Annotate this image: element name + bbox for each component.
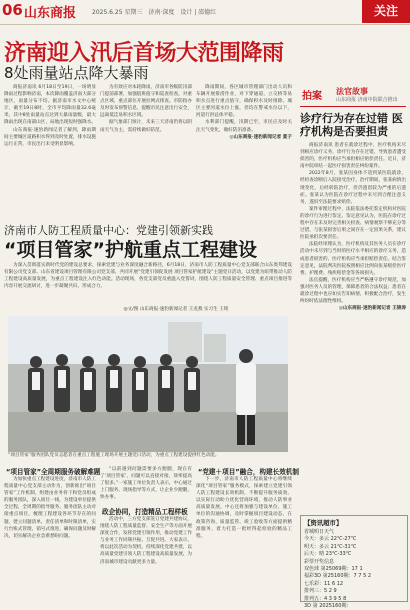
info-line: 今天：多云 22℃-27℃ (304, 536, 357, 543)
info-line: 省城明日天气 (304, 529, 335, 535)
people-photo-illustration (8, 316, 288, 452)
section-heading-1: “项目管家”全周期服务破解难题 (6, 468, 101, 476)
brand-mark: 拍案 (302, 91, 322, 102)
brand-subtitle: 山东商报 济南中院联合推出 (336, 97, 398, 103)
paragraph: 据气象部门预计，未来三天济南仍将以阴雨天气为主，需持续做好防范。 (100, 120, 192, 133)
paragraph: 活动中，三方党支部签订党建共建协议，围绕人防工程质量监督、安全生产等方面开展深度合作，发挥党建引领作用，推动党建工作与业务工作同频共振、互促共进。大家表示，将以此次活动为契机，持续深化党建共建，以高质量党建引领人防工程建设高质量发展，为济南城市建设贡献更多力量。 (100, 517, 192, 565)
paragraph: 水利部门提醒，汛期已至，市民应及时关注天气变化，做好防汛准备。 (196, 120, 292, 133)
section-heading-2: 政企协同，打造精品工程样板 (102, 508, 188, 516)
second-col2 (100, 466, 192, 504)
info-line: 七乐彩：11 6 12 (304, 580, 344, 587)
sidebar-body (300, 142, 406, 510)
brand-name: 法官故事 (336, 87, 368, 96)
main-subhead: 8处雨量站点降大暴雨 (4, 64, 149, 82)
paragraph: “以前遇到问题需要多方跑腿，现在有了‘项目管家’，问题可以直接对接，效率提高了很多。”一家施工单位负责人表示，中心通过上门服务、现场指导等方式，让企业少跑腿、快办事。 (100, 467, 192, 501)
paper-name: 山东商报 (24, 6, 77, 21)
paragraph: 法院经审理认为，医疗机构及其医务人员在诊疗活动中未尽到与当时的医疗水平相应的诊疗义务，造成患者损害的，医疗机构应当承担赔偿责任。结合鉴定意见，法院判决医院按照相应比例向张某赔偿医疗费、护理费、残疾赔偿金等各项损失。 (300, 242, 406, 276)
paragraph: 降雨期间，各区城市管理部门出动人员和车辆开展排涝作业，对下穿通道、立交桥等易积水点进行重点值守，确保积水及时排除。城区主要河道水位上涨，但均在警戒水位以下，河道行洪总体平稳。 (196, 85, 292, 119)
paragraph: 为有效应对本轮降雨，济南市各级防汛部门提前部署，加强值班值守和巡查检查，对重点区域、重点部位开展拉网式排查。市防指办及时发布预警信息，提醒市民注意出行安全，远离低洼易积水区域。 (100, 85, 192, 119)
section-heading-3: “党建＋项目”融合，构建长效机制 (198, 468, 299, 476)
second-lead (4, 262, 292, 304)
paragraph: 商报济南讯 6月18日至19日，一场明显降雨过程影响济南，本次降雨覆盖济南大部分地区，雨量分布不均。据济南市水文中心统计，截至19日8时，全市平均降雨量32.6毫米，其中8处雨量站点达到大暴雨量级，最大降雨出现在南部山区，局地出现短时强降水。 (4, 85, 96, 126)
info-line: 彩票开奖信息 (304, 558, 335, 565)
paragraph: 下一步，济南市人防工程质量中心将继续深化“项目管家”服务模式，探索建立党建引领人防工程建设长效机制，不断提升服务质效，以实际行动助力优化营商环境，推动人防事业高质量发展。中心还将加强与建设单位、施工单位的沟通协调，及时掌握项目建设动态，在政策咨询、质量监管、竣工验收等方面提供精准服务，着力打造一批经得起检验的精品工程。 (196, 477, 292, 539)
info-line: 3D 第 2025160期： (304, 603, 352, 610)
second-headline: “项目管家”护航重点工程建设 (4, 239, 257, 261)
paragraph: 商报济南讯 患者在就诊过程中，医疗机构未尽到相应诊疗义务，诊疗行为存在过错，导致患者遭受损害的，医疗机构应当承担相应赔偿责任。近日，济南中院审结一起医疗损害责任纠纷案件。 (300, 143, 406, 170)
page-number: 06 (2, 1, 23, 19)
info-line: 福彩3D 第25160期：7 7 5 2 (304, 573, 372, 580)
info-line: 后天：晴 23℃-33℃ (304, 551, 352, 558)
paragraph: 为深入贯彻落实新时代党的建设总要求，探索党建与业务深度融合新路径，6月18日，济南市人防工程质量中心党支部联合山东奥邦建设有限公司党支部、山东省建设项目管理有限公司党支部，共同开展“党建引领促发展 项目管家护航建设”主题党日活动，以党建为纽带推动人防工程建设高质量发展，为重点工程建设注入红色动能。活动现场，各党支部党员重温入党誓词，围绕人防工程质量安全管理、重点项目推进等内容开展交流研讨，进一步凝聚共识、形成合力。 (4, 263, 292, 290)
second-col3 (100, 516, 192, 600)
issue-meta: 2025.6.25 星期三 济南·深度 设计 | 邵德红 (92, 9, 217, 16)
top-story-col2 (100, 84, 192, 214)
column-tag: 关注 (362, 0, 410, 23)
paragraph: 为加快重点工程建设进度，济南市人防工程质量中心党支部主动作为，创新推出“项目管家”工作机制，组建由业务骨干和党员组成的服务团队，深入项目一线，为建设单位提供全过程、全周期的指导服务。服务团队主动对接重点项目，梳理工程建设各环节存在的问题，建立问题清单、责任清单和时限清单，实行台账式管理、销号式推进，确保问题及时解决，切实解决企业急难愁盼问题。 (4, 477, 96, 539)
info-line: 排列三：5 2 9 (304, 588, 337, 595)
info-box-title: 【资讯超市】 (304, 519, 343, 527)
paragraph: 法官提醒，医疗机构应当严格遵守诊疗规范，加强对医务人员的管理，保障患者的合法权益；患者在就诊过程中也应如实告知病情，积极配合治疗，发生纠纷时依法理性维权。 (300, 277, 406, 305)
byline: ◎山东商报·速豹新闻记者 王锦涛 (338, 306, 406, 312)
second-col4 (196, 476, 292, 600)
info-line: 排列五：4 3 9 5 8 (304, 595, 347, 602)
second-col1 (4, 476, 96, 600)
paragraph: 山东商报·速豹新闻记者了解到，降雨期间主要城区道路积水得到及时处置，排水设施运行正常，市民出行未受明显影响。 (4, 127, 96, 147)
sidebar-title: 诊疗行为存在过错 医疗机构是否要担责 (300, 112, 403, 138)
masthead (0, 0, 410, 25)
info-box-body (304, 529, 404, 610)
photo-credit-text: ◎文/图 山东商报·速豹新闻记者 王龙燕 实习生 王铭 (123, 307, 229, 312)
top-story-col3 (196, 84, 292, 214)
byline: ◎山东商报·速豹新闻记者 夏子 (229, 134, 292, 140)
photo-credit (60, 306, 292, 314)
main-headline: 济南迎入汛后首场大范围降雨 (4, 41, 284, 66)
info-line: 双色球 第25069期：17 1 (304, 566, 363, 573)
info-line: 明天：多云 21℃-31℃ (304, 543, 357, 550)
second-kicker: 济南市人防工程质量中心：党建引领新实践 (4, 224, 213, 237)
top-story-col1 (4, 84, 96, 214)
photo-caption: “项目管家”服务团队党员志愿者在重点工程施工现场开展主题党日活动，为重点工程建设提供红色动能。 (8, 453, 220, 458)
info-box (300, 515, 408, 610)
paragraph: 案件审理过程中，法院依法委托鉴定机构对医院的诊疗行为进行鉴定。鉴定意见认为，医院在诊疗过程中存在未及时完善相关检查、病情观察不够充分等过错，与张某损害后果之间存在一定因果关系，建议医院承担次要责任。 (300, 206, 406, 241)
paragraph: 2022年8月，张某因身体不适到某医院就诊，经检查诊断后入院接受治疗。治疗期间，张某病情出现变化，后经转院治疗，但仍遗留较为严重的后遗症。张某认为医院在诊疗过程中未尽到合理注意义务，遂诉至法院要求赔偿。 (300, 171, 406, 205)
news-photo (8, 316, 288, 452)
